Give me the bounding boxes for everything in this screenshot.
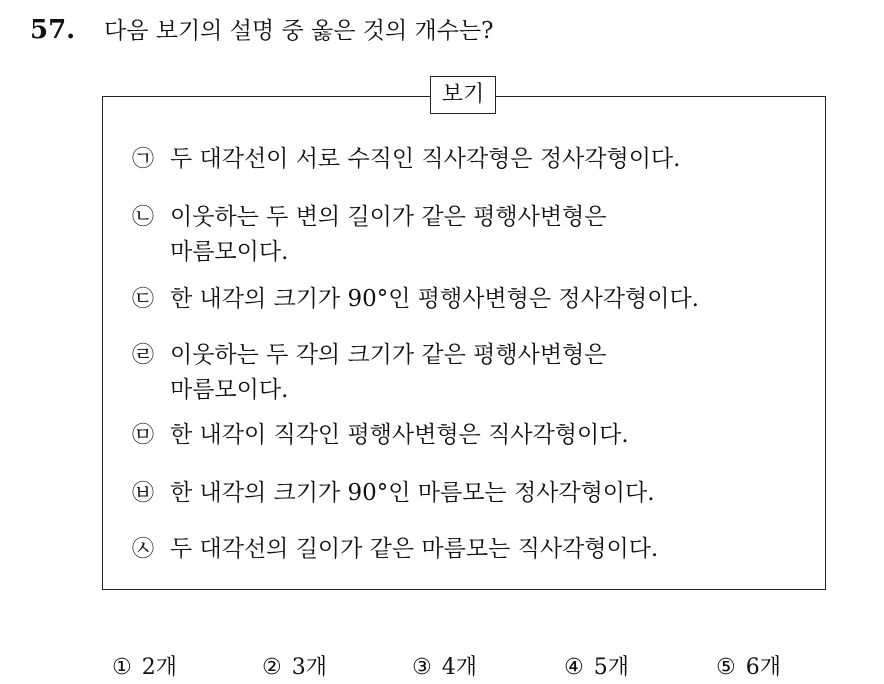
statement-text-continued: 마름모이다. (170, 377, 289, 403)
choice-marker: ③ (412, 655, 432, 680)
choice-marker: ④ (564, 655, 584, 680)
statement-marker: ㉦ (132, 537, 155, 562)
statement-marker: ㉡ (132, 205, 155, 230)
answer-choice-3[interactable] (412, 652, 477, 684)
question-number: 57. (30, 15, 76, 45)
statement-item-7 (132, 532, 658, 567)
statement-item-1 (132, 142, 680, 177)
question-text: 다음 보기의 설명 중 옳은 것의 개수는? (104, 18, 494, 44)
answer-choice-5[interactable] (716, 652, 781, 684)
statement-marker: ㉤ (132, 423, 155, 448)
statement-marker: ㉢ (132, 287, 155, 312)
choice-text: 2개 (141, 655, 177, 680)
statement-text: 두 대각선이 서로 수직인 직사각형은 정사각형이다. (170, 146, 681, 172)
choice-text: 5개 (593, 655, 629, 680)
answer-choices (0, 652, 884, 684)
statement-text: 두 대각선의 길이가 같은 마름모는 직사각형이다. (170, 536, 659, 562)
choice-text: 6개 (745, 655, 781, 680)
statement-text: 한 내각이 직각인 평행사변형은 직사각형이다. (170, 422, 629, 448)
statement-marker: ㉥ (132, 481, 155, 506)
choice-marker: ⑤ (716, 655, 736, 680)
statement-text: 이웃하는 두 변의 길이가 같은 평행사변형은 (170, 204, 607, 230)
statement-item-2 (132, 200, 606, 269)
statement-marker: ㉠ (132, 147, 155, 172)
answer-choice-4[interactable] (564, 652, 629, 684)
statement-text-continued: 마름모이다. (170, 239, 289, 265)
choice-text: 4개 (441, 655, 477, 680)
example-box-label: 보기 (430, 76, 496, 114)
statement-marker: ㉣ (132, 343, 155, 368)
statement-item-4 (132, 338, 606, 407)
statement-item-3 (132, 282, 699, 317)
answer-choice-1[interactable] (112, 652, 177, 684)
statement-text: 한 내각의 크기가 90°인 마름모는 정사각형이다. (170, 480, 655, 506)
statement-item-5 (132, 418, 629, 453)
statement-text: 한 내각의 크기가 90°인 평행사변형은 정사각형이다. (170, 286, 699, 312)
answer-choice-2[interactable] (262, 652, 327, 684)
statement-text: 이웃하는 두 각의 크기가 같은 평행사변형은 (170, 342, 607, 368)
statement-item-6 (132, 476, 655, 511)
choice-text: 3개 (291, 655, 327, 680)
choice-marker: ① (112, 655, 132, 680)
choice-marker: ② (262, 655, 282, 680)
